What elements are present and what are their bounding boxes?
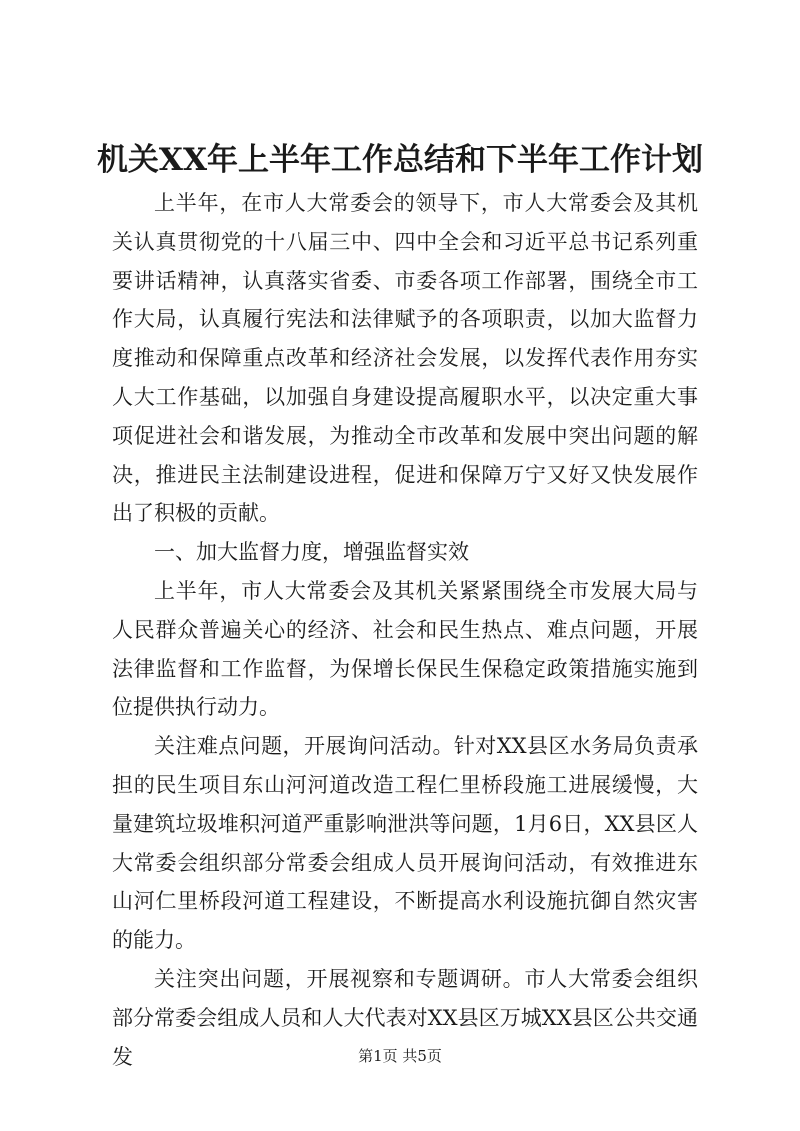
- document-body: [112, 184, 698, 1076]
- paragraph-inquiry: 关注难点问题，开展询问活动。针对XX县区水务局负责承担的民生项目东山河河道改造工程仁里桥段施工进展缓慢，大量建筑垃圾堆积河道严重影响泄洪等问题，1月6日，XX县区人大常委会组织部分常委会组成人员开展询问活动，有效推进东山河仁里桥段河道工程建设，不断提高水利设施抗御自然灾害的能力。: [112, 734, 698, 953]
- page-number-footer: 第1页 共5页: [358, 1047, 442, 1065]
- paragraph-supervision: 上半年，市人大常委会及其机关紧紧围绕全市发展大局与人民群众普遍关心的经济、社会和民生热点、难点问题，开展法律监督和工作监督，为保增长保民生保稳定政策措施实施到位提供执行动力。: [112, 578, 698, 720]
- paragraph-inspection: 关注突出问题，开展视察和专题调研。市人大常委会组织部分常委会组成人员和人大代表对XX县区万城XX县区公共交通发: [112, 966, 698, 1069]
- paragraph-intro: 上半年，在市人大常委会的领导下，市人大常委会及其机关认真贯彻党的十八届三中、四中全会和习近平总书记系列重要讲话精神，认真落实省委、市委各项工作部署，围绕全市工作大局，认真履行宪法和法律赋予的各项职责，以加大监督力度推动和保障重点改革和经济社会发展，以发挥代表作用夯实人大工作基础，以加强自身建设提高履职水平，以决定重大事项促进社会和谐发展，为推动全市改革和发展中突出问题的解决，推进民主法制建设进程，促进和保障万宁又好又快发展作出了积极的贡献。: [112, 191, 698, 526]
- document-title: 机关XX年上半年工作总结和下半年工作计划: [96, 142, 704, 178]
- section-heading-1: 一、加大监督力度，增强监督实效: [154, 540, 469, 565]
